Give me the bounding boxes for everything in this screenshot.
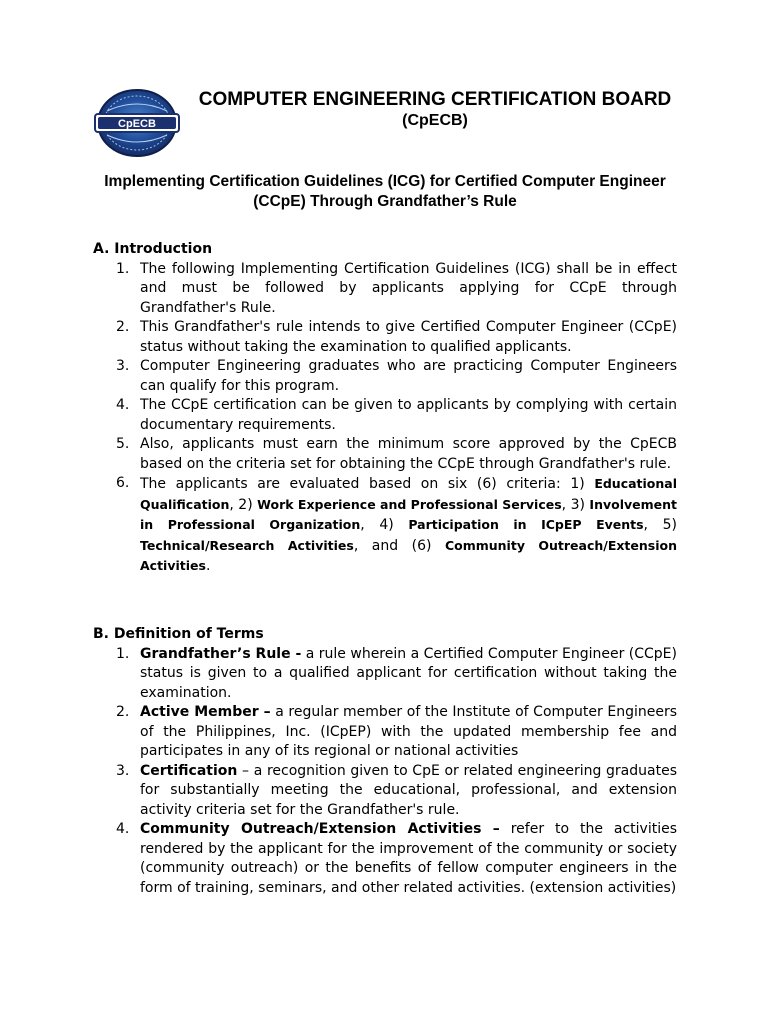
list-item: 4. Community Outreach/Extension Activities – refer to the activities rendered by the applicant for the improvement of the community or society (community outreach) or the benefits of fellow computer engineers in the form of training, seminars, and other related activities. (extension activities) — [116, 821, 677, 896]
list-item: 1. Grandfather’s Rule - a rule wherein a Certified Computer Engineer (CCpE) status is given to a qualified applicant for certification without taking the examination. — [116, 645, 677, 701]
list-item-criteria: 6. The applicants are evaluated based on six (6) criteria: 1) Educational Qualification, 2) Work Experience and Professional Services, 3) Involvement in Professional Organization, 4) Participation in ICpEP Events, 5) Technical/Research Activities, and (6) Community Outreach/Extension Activities. — [116, 475, 678, 574]
criterion-3: Involvement in Professional Organization — [140, 496, 677, 532]
document-title: Implementing Certification Guidelines (ICG) for Certified Computer Engineer (CCpE) Through Grandfather’s Rule — [104, 173, 666, 210]
section-title: B. Definition of Terms — [93, 626, 264, 642]
criterion-6: Community Outreach/Extension Activities — [140, 537, 677, 573]
criterion-4: Participation in ICpEP Events — [408, 517, 644, 532]
list-item: 3. Computer Engineering graduates who are practicing Computer Engineers can qualify for this program. — [116, 358, 677, 394]
list-item: 5. Also, applicants must earn the minimum score approved by the CpECB based on the criteria set for obtaining the CCpE through Grandfather's rule. — [116, 436, 677, 472]
cpecb-logo — [93, 89, 181, 157]
term: Community Outreach/Extension Activities – — [140, 821, 500, 837]
section-introduction — [93, 240, 677, 577]
term: Active Member – — [140, 704, 271, 720]
term: Grandfather’s Rule - — [140, 645, 302, 662]
terms-list — [93, 645, 677, 899]
intro-list — [93, 260, 677, 577]
section-definition-of-terms — [93, 625, 677, 898]
section-title: A. Introduction — [93, 241, 213, 257]
term: Certification — [140, 762, 238, 779]
list-item: 1. The following Implementing Certification Guidelines (ICG) shall be in effect and must be followed by applicants applying for CCpE through Grandfather's Rule. — [116, 260, 677, 316]
page-title: COMPUTER ENGINEERING CERTIFICATION BOARD — [198, 89, 672, 110]
list-item: 4. The CCpE certification can be given to applicants by complying with certain documentary requirements. — [116, 397, 677, 433]
list-item: 3. Certification – a recognition given to CpE or related engineering graduates for substantially meeting the educational, professional, and extension activity criteria set for the Grandfather's rule. — [116, 762, 678, 818]
list-item: 2. This Grandfather's rule intends to give Certified Computer Engineer (CCpE) status without taking the examination to qualified applicants. — [116, 319, 677, 355]
logo-text: CpECB — [118, 118, 156, 130]
criterion-2: Work Experience and Professional Services — [257, 496, 562, 512]
criterion-5: Technical/Research Activities — [140, 537, 354, 553]
page-acronym: (CpECB) — [402, 112, 468, 129]
header — [186, 89, 684, 131]
criterion-1: Educational Qualification — [140, 476, 678, 512]
list-item: 2. Active Member – a regular member of the Institute of Computer Engineers of the Philippines, Inc. (ICpEP) with the updated membership fee and participates in any of its regional or national activities — [116, 704, 677, 759]
